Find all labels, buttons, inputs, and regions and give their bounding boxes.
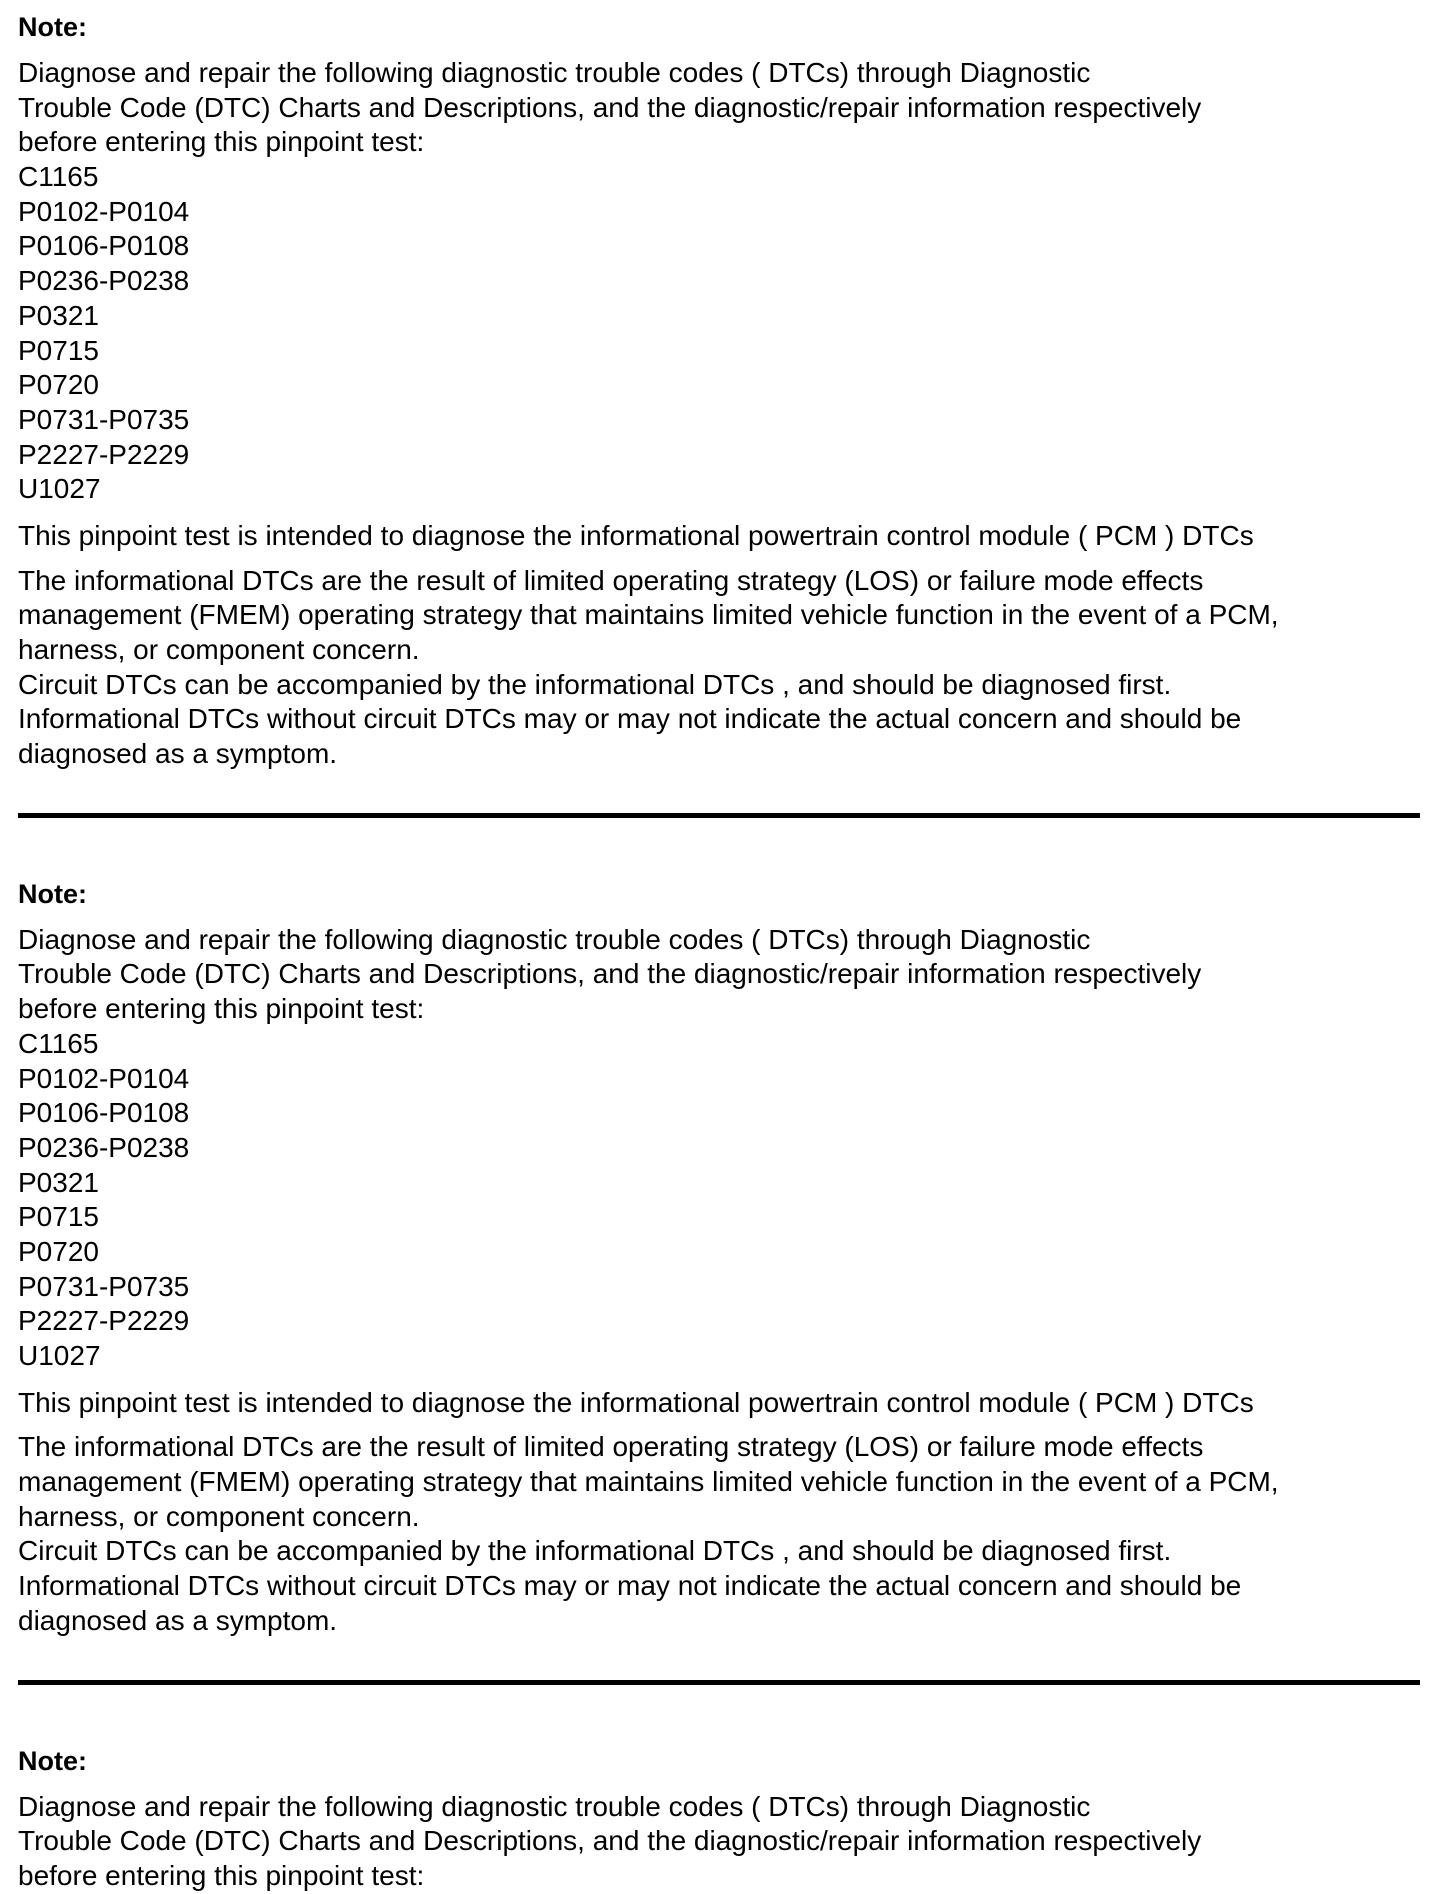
dtc-code: P0321 — [18, 1166, 99, 1198]
info-line: harness, or component concern. — [18, 634, 420, 665]
info-line: Informational DTCs without circuit DTCs may or may not indicate the actual concern and should be — [18, 703, 1242, 735]
dtc-code: P0720 — [18, 369, 99, 401]
dtc-code-list — [18, 160, 1420, 507]
dtc-code: P0102-P0104 — [18, 1062, 190, 1094]
dtc-code: P0106-P0108 — [18, 1097, 190, 1129]
pinpoint-description: This pinpoint test is intended to diagnose the informational powertrain control module ( PCM ) DTCs — [18, 519, 1254, 551]
dtc-code: P0720 — [18, 1235, 99, 1267]
dtc-code: P2227-P2229 — [18, 438, 190, 470]
note-section — [18, 10, 1420, 772]
info-line: The informational DTCs are the result of limited operating strategy (LOS) or failure mode effects — [18, 564, 1204, 596]
section-divider — [18, 813, 1420, 818]
intro-line: before entering this pinpoint test: — [18, 126, 425, 158]
dtc-code: C1165 — [18, 1027, 99, 1059]
note-label: Note: — [18, 12, 87, 42]
info-line: Circuit DTCs can be accompanied by the informational DTCs , and should be diagnosed first. — [18, 668, 1172, 700]
intro-line: Diagnose and repair the following diagnostic trouble codes ( DTCs) through Diagnostic — [18, 57, 1091, 88]
dtc-code: P0236-P0238 — [18, 1131, 190, 1163]
dtc-code: P0731-P0735 — [18, 403, 190, 435]
dtc-code: U1027 — [18, 1340, 101, 1371]
info-line: diagnosed as a symptom. — [18, 738, 338, 770]
dtc-code: P0236-P0238 — [18, 265, 190, 297]
note-label: Note: — [18, 1745, 87, 1776]
dtc-code: P0102-P0104 — [18, 195, 190, 227]
dtc-code: P0321 — [18, 299, 99, 331]
dtc-code: P2227-P2229 — [18, 1305, 190, 1337]
note-section — [18, 1744, 1420, 1894]
info-line: management (FMEM) operating strategy that maintains limited vehicle function in the event of a PCM, — [18, 599, 1279, 631]
intro-line: Trouble Code (DTC) Charts and Descriptions, and the diagnostic/repair information respectively — [18, 958, 1202, 990]
dtc-code: C1165 — [18, 161, 99, 193]
info-line: diagnosed as a symptom. — [18, 1604, 338, 1636]
dtc-code: P0715 — [18, 1201, 99, 1233]
dtc-code: U1027 — [18, 473, 101, 505]
intro-line: before entering this pinpoint test: — [18, 1859, 425, 1891]
dtc-code: P0731-P0735 — [18, 1270, 190, 1302]
info-line: Informational DTCs without circuit DTCs may or may not indicate the actual concern and should be — [18, 1570, 1242, 1602]
pinpoint-description: This pinpoint test is intended to diagnose the informational powertrain control module ( PCM ) DTCs — [18, 1386, 1254, 1418]
intro-paragraph — [18, 923, 1420, 1027]
note-label: Note: — [18, 878, 87, 909]
intro-paragraph — [18, 56, 1420, 160]
info-paragraph — [18, 1430, 1420, 1638]
intro-line: before entering this pinpoint test: — [18, 993, 425, 1025]
intro-line: Trouble Code (DTC) Charts and Descriptions, and the diagnostic/repair information respectively — [18, 91, 1202, 123]
intro-paragraph — [18, 1790, 1420, 1894]
intro-line: Diagnose and repair the following diagnostic trouble codes ( DTCs) through Diagnostic — [18, 1790, 1091, 1822]
info-line: Circuit DTCs can be accompanied by the informational DTCs , and should be diagnosed first. — [18, 1535, 1172, 1567]
info-paragraph — [18, 564, 1420, 772]
info-line: The informational DTCs are the result of limited operating strategy (LOS) or failure mode effects — [18, 1431, 1204, 1463]
section-divider — [18, 1680, 1420, 1685]
info-line: harness, or component concern. — [18, 1500, 420, 1532]
info-line: management (FMEM) operating strategy that maintains limited vehicle function in the event of a PCM, — [18, 1466, 1279, 1498]
intro-line: Diagnose and repair the following diagnostic trouble codes ( DTCs) through Diagnostic — [18, 923, 1091, 955]
dtc-code: P0715 — [18, 334, 99, 366]
dtc-code: P0106-P0108 — [18, 230, 190, 262]
note-section — [18, 877, 1420, 1639]
dtc-code-list — [18, 1027, 1420, 1374]
intro-line: Trouble Code (DTC) Charts and Descriptions, and the diagnostic/repair information respectively — [18, 1825, 1202, 1857]
